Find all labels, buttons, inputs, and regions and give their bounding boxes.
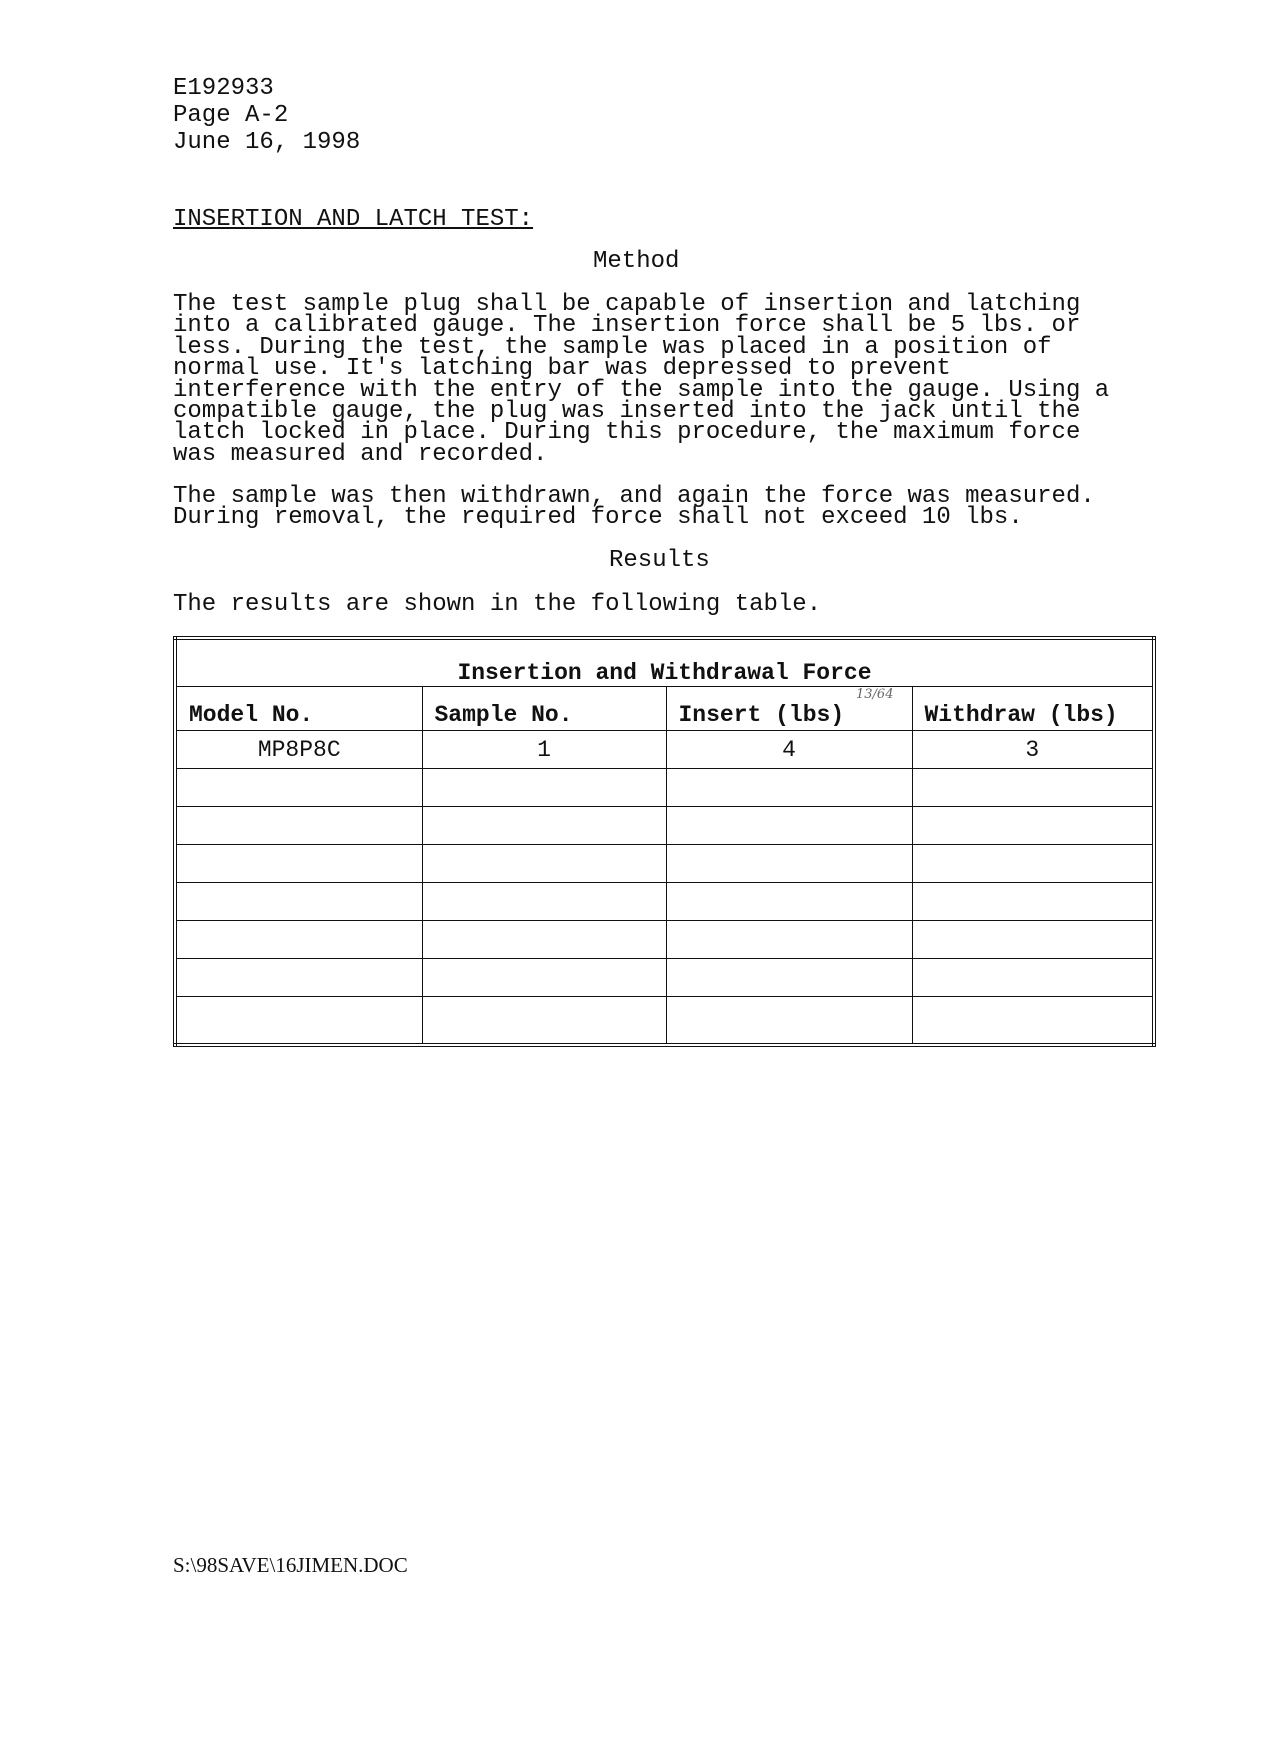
page-number: Page A-2 <box>173 102 289 129</box>
table-cell <box>175 959 422 997</box>
text-line: less. During the test, the sample was placed in a position of <box>173 333 1052 361</box>
column-header: Withdraw (lbs) <box>912 687 1154 731</box>
withdraw-paragraph <box>173 483 1095 532</box>
table-cell <box>175 997 422 1045</box>
table-cell <box>666 959 912 997</box>
method-heading: Method <box>593 248 680 275</box>
handwritten-note: 13/64 <box>856 687 894 702</box>
column-header: Model No. <box>175 687 422 731</box>
table-row <box>175 959 1154 997</box>
table-row <box>175 883 1154 921</box>
table-cell <box>175 845 422 883</box>
column-header: Sample No. <box>422 687 666 731</box>
table-cell <box>175 921 422 959</box>
table-row <box>175 769 1154 807</box>
table-cell <box>666 807 912 845</box>
column-header: Insert (lbs) <box>666 687 912 731</box>
table-cell <box>422 921 666 959</box>
text-line: compatible gauge, the plug was inserted into the jack until the <box>173 398 1081 426</box>
table-cell <box>175 807 422 845</box>
table-cell <box>912 921 1154 959</box>
table-cell: 4 <box>666 731 912 769</box>
table-cell <box>912 959 1154 997</box>
document-date: June 16, 1998 <box>173 129 361 156</box>
table-cell: MP8P8C <box>175 731 422 769</box>
table-cell <box>422 959 666 997</box>
table-cell: 3 <box>912 731 1154 769</box>
table-cell <box>422 769 666 807</box>
table-cell <box>422 807 666 845</box>
method-paragraph <box>173 291 1110 468</box>
text-line: The test sample plug shall be capable of insertion and latching <box>173 291 1081 318</box>
table-title: Insertion and Withdrawal Force <box>175 638 1154 687</box>
table-cell: 1 <box>422 731 666 769</box>
text-line: latch locked in place. During this procedure, the maximum force <box>173 419 1081 447</box>
file-path-footer: S:\98SAVE\16JIMEN.DOC <box>173 1553 408 1577</box>
table-cell <box>666 883 912 921</box>
table-cell <box>422 845 666 883</box>
document-id: E192933 <box>173 75 274 102</box>
table-cell <box>666 769 912 807</box>
text-line: interference with the entry of the sample into the gauge. Using a <box>173 376 1110 404</box>
text-line: During removal, the required force shall not exceed 10 lbs. <box>173 504 1023 532</box>
text-line: was measured and recorded. <box>173 440 548 468</box>
table-row <box>175 997 1154 1045</box>
text-line: normal use. It's latching bar was depressed to prevent <box>173 355 951 383</box>
table-row <box>175 921 1154 959</box>
text-line: into a calibrated gauge. The insertion force shall be 5 lbs. or <box>173 312 1081 340</box>
table-row <box>175 731 1154 769</box>
table-cell <box>666 845 912 883</box>
table-cell <box>912 845 1154 883</box>
table-cell <box>422 883 666 921</box>
table-cell <box>912 997 1154 1045</box>
table-cell <box>175 883 422 921</box>
table-cell <box>666 921 912 959</box>
table-cell <box>912 769 1154 807</box>
table-row <box>175 807 1154 845</box>
table-cell <box>912 807 1154 845</box>
table-cell <box>912 883 1154 921</box>
results-intro: The results are shown in the following table. <box>173 591 822 618</box>
section-title: INSERTION AND LATCH TEST: <box>173 206 534 233</box>
results-heading: Results <box>609 547 710 574</box>
table-cell <box>666 997 912 1045</box>
table-cell <box>422 997 666 1045</box>
results-table <box>173 636 1156 1047</box>
text-line: The sample was then withdrawn, and again the force was measured. <box>173 483 1095 510</box>
table-cell <box>175 769 422 807</box>
table-row <box>175 845 1154 883</box>
